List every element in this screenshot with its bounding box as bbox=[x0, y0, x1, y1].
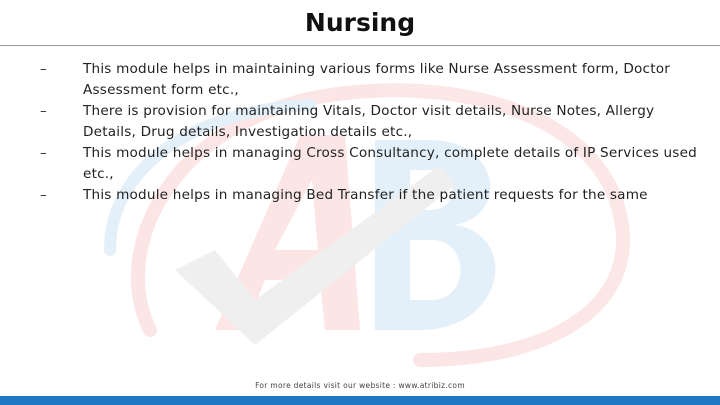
bullet-marker: – bbox=[40, 103, 47, 119]
slide-title: Nursing bbox=[304, 8, 416, 37]
bullet-item bbox=[40, 185, 700, 206]
bullet-item bbox=[40, 59, 700, 101]
title-divider bbox=[0, 45, 720, 46]
bullet-list bbox=[40, 59, 700, 206]
bullet-text: There is provision for maintaining Vitals, Doctor visit details, Nurse Notes, Allergy Details, Drug details, Investigation details etc., bbox=[83, 103, 655, 140]
bullet-text: This module helps in maintaining various forms like Nurse Assessment form, Doctor Assessment form etc., bbox=[83, 61, 671, 98]
bullet-marker: – bbox=[40, 187, 47, 203]
footer-website-text: For more details visit our website : www.atribiz.com bbox=[255, 381, 465, 390]
bullet-item bbox=[40, 101, 700, 143]
footer-bar bbox=[0, 396, 720, 405]
bullet-marker: – bbox=[40, 61, 47, 77]
bullet-marker: – bbox=[40, 145, 47, 161]
bullet-item bbox=[40, 143, 700, 185]
bullet-text: This module helps in managing Cross Consultancy, complete details of IP Services used etc., bbox=[83, 145, 697, 182]
bullet-text: This module helps in managing Bed Transfer if the patient requests for the same bbox=[83, 187, 648, 203]
